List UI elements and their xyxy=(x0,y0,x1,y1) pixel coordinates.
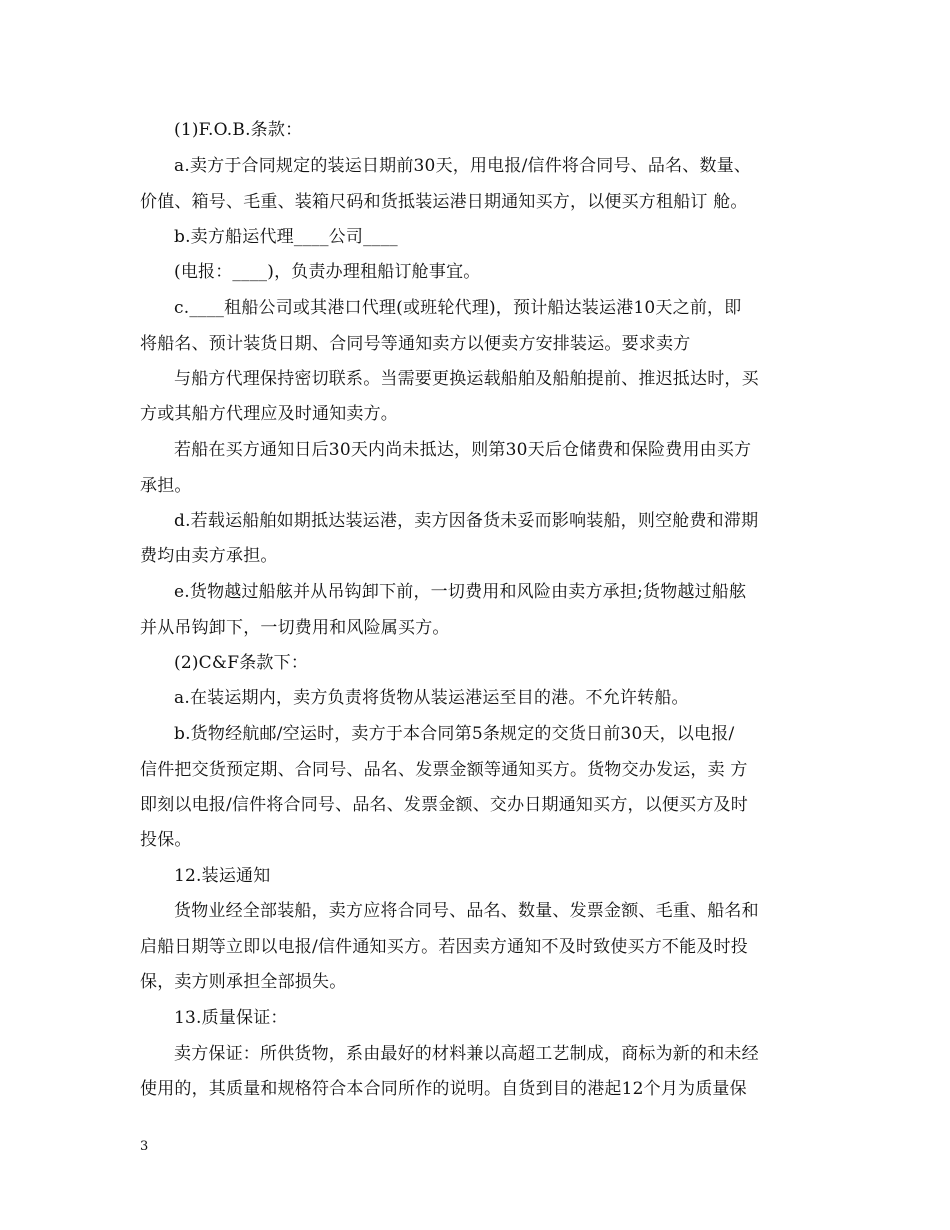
text-line: 若船在买方通知日后30天内尚未抵达，则第30天后仓储费和保险费用由买方 xyxy=(174,440,752,460)
text-line: b.货物经航邮/空运时，卖方于本合同第5条规定的交货日前30天，以电报/ xyxy=(174,724,735,744)
text-line: a.卖方于合同规定的装运日期前30天，用电报/信件将合同号、品名、数量、 xyxy=(174,156,752,176)
text-line: c.____租船公司或其港口代理(或班轮代理)，预计船达装运港10天之前，即 xyxy=(174,298,742,318)
text-line: a.在装运期内，卖方负责将货物从装运港运至目的港。不允许转船。 xyxy=(174,688,689,708)
text-line: 卖方保证：所供货物，系由最好的材料兼以高超工艺制成，商标为新的和未经 xyxy=(174,1044,759,1064)
text-line: 13.质量保证： xyxy=(174,1008,288,1028)
text-line: 货物业经全部装船，卖方应将合同号、品名、数量、发票金额、毛重、船名和 xyxy=(174,901,759,921)
text-line: 承担。 xyxy=(140,476,192,496)
text-line: 信件把交货预定期、合同号、品名、发票金额等通知买方。货物交办发运，卖 方 xyxy=(140,760,748,780)
page-number: 3 xyxy=(140,1139,149,1154)
text-line: 方或其船方代理应及时通知卖方。 xyxy=(140,404,398,424)
text-line: (电报：____)，负责办理租船订舱事宜。 xyxy=(174,262,481,282)
text-line: (2)C&F条款下： xyxy=(174,653,309,673)
text-line: 12.装运通知 xyxy=(174,866,271,886)
text-line: 费均由卖方承担。 xyxy=(140,546,278,566)
text-line: e.货物越过船舷并从吊钩卸下前，一切费用和风险由卖方承担;货物越过船舷 xyxy=(174,582,747,602)
text-line: 启船日期等立即以电报/信件通知买方。若因卖方通知不及时致使买方不能及时投 xyxy=(140,937,748,957)
text-line: 并从吊钩卸下，一切费用和风险属买方。 xyxy=(140,618,450,638)
text-line: 与船方代理保持密切联系。当需要更换运载船舶及船舶提前、推迟抵达时，买 xyxy=(174,369,759,389)
text-line: 将船名、预计装货日期、合同号等通知卖方以便卖方安排装运。要求卖方 xyxy=(140,334,691,354)
text-line: b.卖方船运代理____公司____ xyxy=(174,227,398,247)
text-line: 投保。 xyxy=(140,830,192,850)
text-line: d.若载运船舶如期抵达装运港，卖方因备货未妥而影响装船，则空舱费和滞期 xyxy=(174,511,759,531)
text-line: (1)F.O.B.条款： xyxy=(174,120,303,140)
text-line: 即刻以电报/信件将合同号、品名、发票金额、交办日期通知买方，以便买方及时 xyxy=(140,795,748,815)
text-line: 价值、箱号、毛重、装箱尺码和货抵装运港日期通知买方，以便买方租船订 舱。 xyxy=(140,192,748,212)
text-line: 保，卖方则承担全部损失。 xyxy=(140,972,347,992)
text-line: 使用的，其质量和规格符合本合同所作的说明。自货到目的港起12个月为质量保 xyxy=(140,1079,747,1099)
